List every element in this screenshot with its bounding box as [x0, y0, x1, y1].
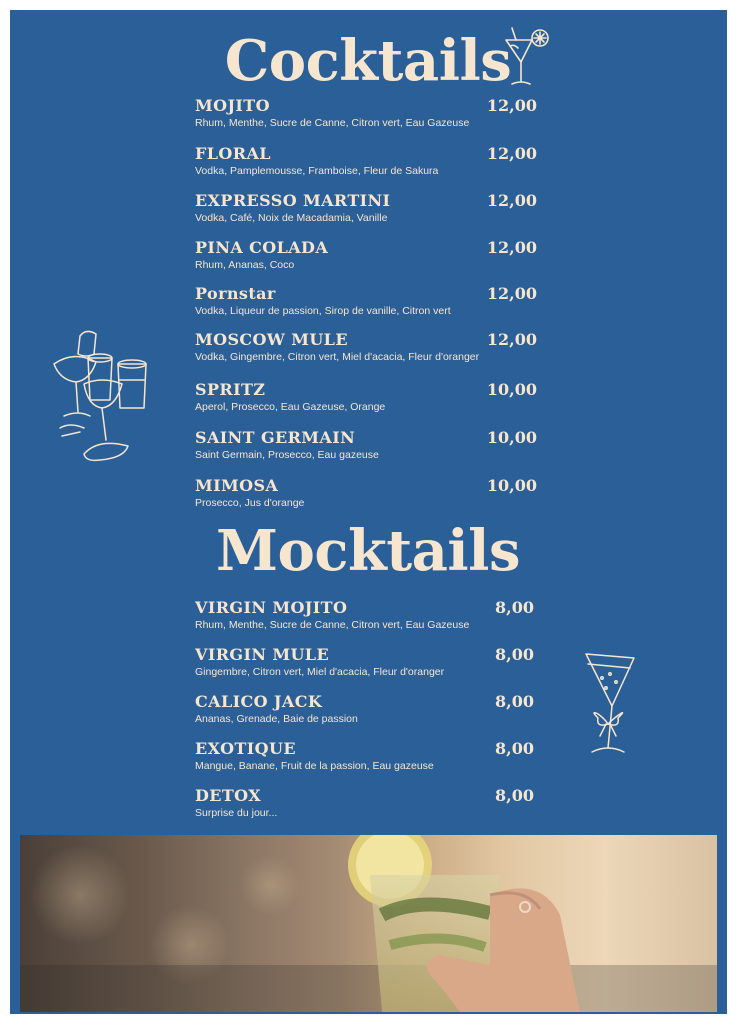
list-item: [195, 692, 537, 725]
list-item: [195, 238, 537, 271]
item-description: Rhum, Menthe, Sucre de Canne, Citron vert, Eau Gazeuse: [195, 619, 470, 631]
list-item: [195, 476, 537, 509]
item-name: MOJITO: [195, 96, 270, 115]
list-item: [195, 191, 537, 224]
item-price: 12,00: [486, 330, 537, 349]
item-name: EXPRESSO MARTINI: [195, 191, 391, 210]
item-price: 10,00: [486, 428, 537, 447]
item-name: VIRGIN MOJITO: [195, 598, 348, 617]
mocktails-title: Mocktails: [216, 518, 520, 584]
item-name: DETOX: [195, 786, 262, 805]
mojito-photo-illustration: [20, 835, 717, 1012]
item-description: Aperol, Prosecco, Eau Gazeuse, Orange: [195, 401, 386, 413]
cocktail-glass-icon: [500, 26, 556, 92]
list-item: [195, 144, 537, 177]
item-description: Prosecco, Jus d'orange: [195, 497, 305, 509]
item-description: Surprise du jour...: [195, 807, 278, 819]
item-name: CALICO JACK: [195, 692, 323, 711]
list-item: [195, 96, 537, 129]
list-item: [195, 284, 537, 317]
cocktails-title: Cocktails: [224, 28, 512, 94]
item-price: 12,00: [486, 191, 537, 210]
item-description: Gingembre, Citron vert, Miel d'acacia, Fleur d'oranger: [195, 666, 445, 678]
list-item: [195, 330, 537, 363]
item-price: 10,00: [486, 380, 537, 399]
item-name: EXOTIQUE: [195, 739, 296, 758]
list-item: [195, 739, 537, 772]
item-price: 8,00: [495, 739, 534, 758]
item-name: PINA COLADA: [195, 238, 329, 257]
list-item: [195, 598, 537, 631]
item-description: Vodka, Gingembre, Citron vert, Miel d'acacia, Fleur d'oranger: [195, 351, 480, 363]
item-price: 8,00: [495, 692, 534, 711]
list-item: [195, 428, 537, 461]
item-price: 12,00: [486, 144, 537, 163]
item-description: Rhum, Menthe, Sucre de Canne, Citron vert, Eau Gazeuse: [195, 117, 470, 129]
item-price: 8,00: [495, 786, 534, 805]
list-item: [195, 380, 537, 413]
list-item: [195, 786, 537, 819]
item-description: Ananas, Grenade, Baie de passion: [195, 713, 358, 725]
item-description: Saint Germain, Prosecco, Eau gazeuse: [195, 449, 379, 461]
item-name: VIRGIN MULE: [195, 645, 330, 664]
item-price: 10,00: [486, 476, 537, 495]
martini-bow-icon: [580, 648, 640, 762]
list-item: [195, 645, 537, 678]
item-name: MIMOSA: [195, 476, 279, 495]
item-name: MOSCOW MULE: [195, 330, 348, 349]
item-name: FLORAL: [195, 144, 271, 163]
item-price: 8,00: [495, 645, 534, 664]
item-name: Pornstar: [195, 284, 276, 303]
item-name: SAINT GERMAIN: [195, 428, 356, 447]
item-name: SPRITZ: [195, 380, 266, 399]
item-description: Vodka, Café, Noix de Macadamia, Vanille: [195, 212, 388, 224]
item-price: 12,00: [486, 96, 537, 115]
item-description: Vodka, Pamplemousse, Framboise, Fleur de Sakura: [195, 165, 439, 177]
item-description: Rhum, Ananas, Coco: [195, 259, 295, 271]
glasses-cluster-icon: [50, 328, 156, 466]
item-price: 12,00: [486, 238, 537, 257]
mojito-photo: [20, 835, 717, 1012]
item-description: Mangue, Banane, Fruit de la passion, Eau gazeuse: [195, 760, 434, 772]
item-price: 12,00: [486, 284, 537, 303]
item-description: Vodka, Liqueur de passion, Sirop de vanille, Citron vert: [195, 305, 451, 317]
item-price: 8,00: [495, 598, 534, 617]
